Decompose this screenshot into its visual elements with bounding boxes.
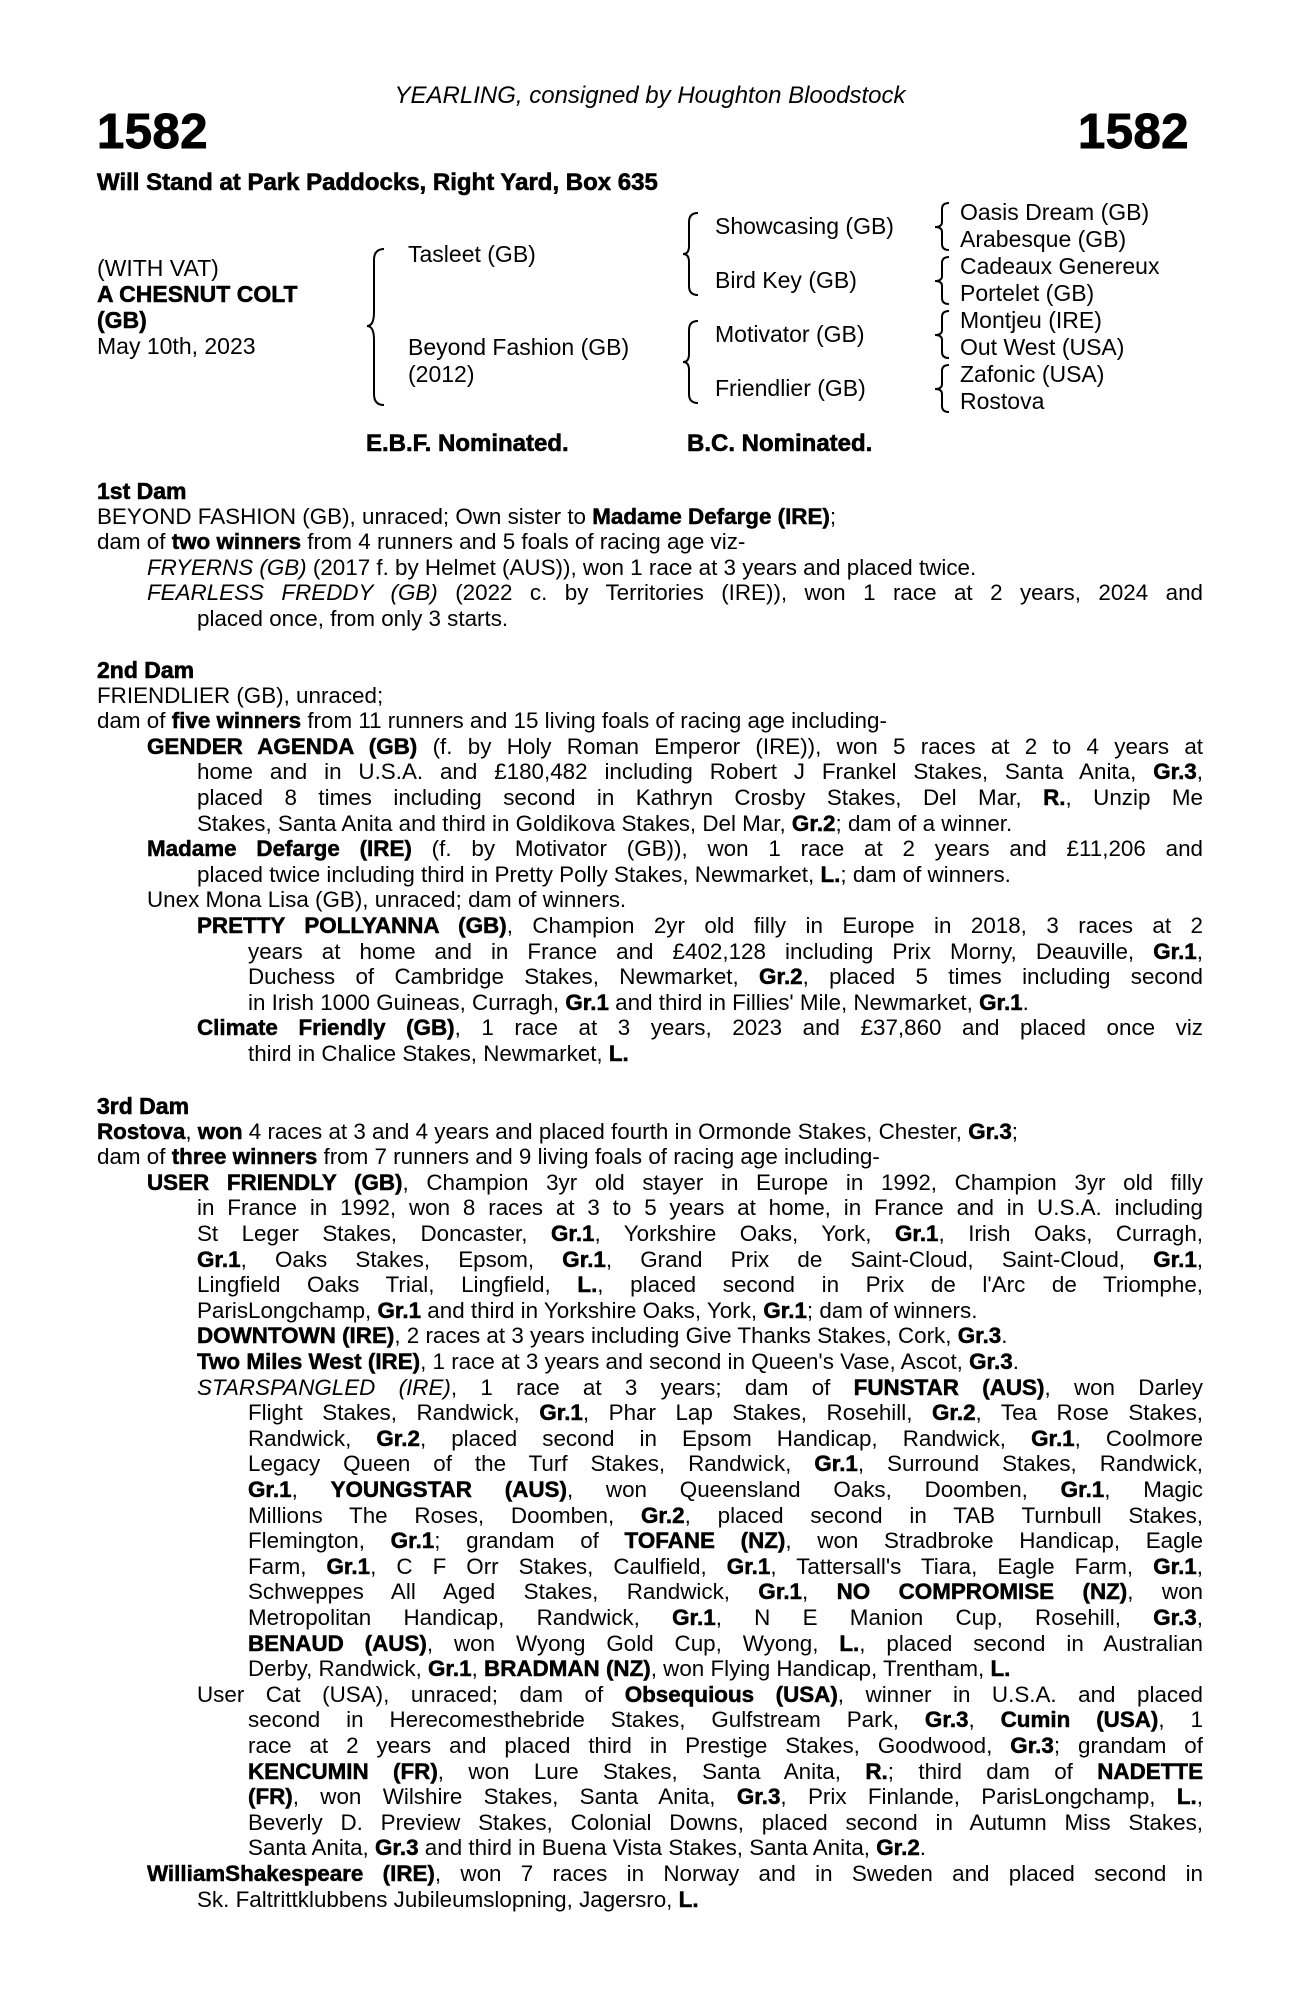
text: , Coolmore	[1074, 1425, 1203, 1451]
bold-text: NO COMPROMISE (NZ)	[836, 1579, 1128, 1605]
text: , Yorkshire Oaks, York,	[594, 1221, 895, 1246]
text: , won Stradbroke Handicap, Eagle	[785, 1528, 1203, 1554]
pedigree-bracket-dam	[680, 318, 702, 408]
text: Santa Anita,	[248, 1835, 375, 1861]
bold-text: NADETTE	[1097, 1758, 1203, 1784]
text: Sk. Faltrittklubbens Jubileumslopning, Jagersro,	[197, 1886, 679, 1912]
bold-text: L.	[820, 861, 841, 887]
bold-text: Gr.1	[1153, 1246, 1197, 1272]
pedigree-text-line	[197, 1247, 1203, 1273]
bold-text: three winners	[171, 1144, 318, 1170]
text: , Surround Stakes, Randwick,	[857, 1451, 1203, 1477]
pedigree-text-line	[97, 708, 887, 734]
pedigree-text-line	[197, 759, 1203, 785]
text: ,	[471, 1656, 485, 1682]
text: , won Darley	[1044, 1374, 1203, 1400]
text: (2017 f. by Helmet (AUS)), won 1 race at 3 years and placed twice.	[306, 554, 977, 580]
text: , Tea Rose Stakes,	[975, 1400, 1203, 1426]
bold-text: Gr.1	[1060, 1477, 1105, 1502]
text: and third in Yorkshire Oaks, York,	[421, 1297, 764, 1323]
bold-text: Gr.1	[672, 1605, 716, 1630]
pedigree-text-line	[147, 1170, 1203, 1196]
pedigree-text-line	[248, 1554, 1203, 1580]
bold-text: KENCUMIN (FR)	[248, 1758, 438, 1784]
text: , 1 race at 3 years; dam of	[450, 1374, 854, 1400]
pedigree-text-line	[248, 1041, 629, 1067]
text: .	[1001, 1323, 1008, 1349]
pedigree-gen3: Cadeaux Genereux	[960, 253, 1160, 279]
bold-text: Gr.1	[814, 1451, 858, 1477]
pedigree-text-line	[147, 555, 976, 581]
text: ,	[1196, 1605, 1203, 1630]
text: St Leger Stakes, Doncaster,	[197, 1221, 551, 1246]
pedigree-dam-year: (2012)	[408, 361, 475, 387]
pedigree-text-line	[248, 1503, 1203, 1529]
vat-note: (WITH VAT)	[97, 255, 219, 281]
pedigree-gen3: Rostova	[960, 388, 1045, 414]
text: ; dam of winners.	[806, 1297, 978, 1323]
bold-text: two winners	[171, 529, 302, 555]
text: User Cat (USA), unraced; dam of	[197, 1681, 625, 1707]
text: ,	[802, 1579, 837, 1605]
bold-text: L.	[678, 1886, 699, 1912]
text: BEYOND FASHION (GB), unraced; Own sister to	[97, 503, 593, 529]
bold-text: Gr.3	[1153, 759, 1197, 785]
text: , placed second in TAB Turnbull Stakes,	[684, 1502, 1203, 1528]
text: dam of	[97, 529, 172, 555]
pedigree-text-line	[197, 1298, 977, 1324]
bold-text: Gr.1	[894, 1221, 939, 1246]
text: ,	[1196, 938, 1203, 964]
pedigree-text-line	[147, 734, 1203, 760]
bold-text: L.	[990, 1656, 1011, 1682]
consignment-subtitle: YEARLING, consigned by Houghton Bloodstock	[394, 82, 906, 109]
pedigree-bracket-main	[364, 246, 388, 408]
bold-text: DOWNTOWN (IRE)	[197, 1323, 395, 1349]
bold-text: Gr.2	[641, 1502, 685, 1528]
italic-text: FEARLESS FREDDY (GB)	[147, 580, 438, 606]
pedigree-text-line	[248, 1759, 1203, 1785]
pedigree-text-line	[248, 1477, 1203, 1503]
bold-text: Madame Defarge (IRE)	[147, 836, 412, 862]
text: ; third dam of	[887, 1758, 1098, 1784]
text: , won 7 races in Norway and in Sweden and placed second in	[434, 1861, 1203, 1886]
pedigree-sire: Tasleet (GB)	[408, 241, 536, 267]
pedigree-text-line	[197, 606, 508, 632]
pedigree-text-line	[197, 862, 1011, 888]
pedigree-text-line	[197, 1221, 1203, 1247]
pedigree-text-line	[147, 1861, 1203, 1887]
pedigree-gen3: Arabesque (GB)	[960, 226, 1127, 252]
text: Flight Stakes, Randwick,	[248, 1400, 540, 1426]
pedigree-bracket-g3	[931, 309, 953, 361]
bold-text: BRADMAN (NZ)	[484, 1656, 651, 1682]
pedigree-text-line	[147, 580, 1203, 606]
text: , C F Orr Stakes, Caulfield,	[370, 1553, 727, 1579]
text: dam of	[97, 708, 172, 734]
italic-text: FRYERNS (GB)	[147, 554, 307, 580]
bold-text: Gr.3	[1153, 1605, 1197, 1630]
text: Derby, Randwick,	[248, 1656, 429, 1682]
section-heading: 1st Dam	[97, 478, 187, 504]
pedigree-text-line	[97, 1144, 880, 1170]
bold-text: FUNSTAR (AUS)	[853, 1374, 1045, 1400]
text: ,	[1196, 1246, 1203, 1272]
text: , N E Manion Cup, Rosehill,	[715, 1605, 1154, 1630]
section-heading: 3rd Dam	[97, 1093, 190, 1119]
text: 4 races at 3 and 4 years and placed fourth in Ormonde Stakes, Chester,	[242, 1118, 969, 1144]
pedigree-dam-sire: Motivator (GB)	[715, 321, 865, 347]
pedigree-text-line	[248, 1733, 1203, 1759]
bold-text: Gr.3	[924, 1707, 969, 1733]
text: Beverly D. Preview Stakes, Colonial Downs, placed second in Autumn Miss Stakes,	[248, 1809, 1203, 1835]
bold-text: Gr.1	[726, 1553, 771, 1579]
bold-text: Gr.3	[736, 1784, 781, 1810]
bold-text: USER FRIENDLY (GB)	[147, 1169, 403, 1195]
text: Farm,	[248, 1553, 327, 1579]
pedigree-text-line	[248, 1579, 1203, 1605]
text: .	[919, 1835, 927, 1861]
pedigree-gen3: Out West (USA)	[960, 334, 1125, 360]
pedigree-gen3: Oasis Dream (GB)	[960, 199, 1150, 225]
bold-text: L.	[1176, 1784, 1197, 1810]
pedigree-text-line	[248, 1605, 1203, 1631]
pedigree-text-line	[197, 1015, 1203, 1041]
bold-text: Gr.1	[248, 1477, 292, 1502]
text: in Irish 1000 Guineas, Curragh,	[248, 989, 566, 1015]
bold-text: GENDER AGENDA (GB)	[147, 733, 418, 759]
pedigree-text-line	[197, 811, 1012, 837]
pedigree-text-line	[97, 683, 383, 709]
bold-text: Gr.1	[428, 1656, 472, 1682]
bc-nominated: B.C. Nominated.	[687, 430, 873, 457]
text: ,	[185, 1118, 198, 1144]
pedigree-text-line	[197, 1272, 1203, 1298]
bold-text: Gr.1	[758, 1579, 802, 1605]
text: placed 8 times including second in Kathryn Crosby Stakes, Del Mar,	[197, 785, 1044, 810]
text: Millions The Roses, Doomben,	[248, 1502, 642, 1528]
text: and third in Fillies' Mile, Newmarket,	[608, 989, 980, 1015]
bold-text: Gr.1	[979, 989, 1023, 1015]
pedigree-text-line	[248, 1528, 1203, 1554]
bold-text: R.	[865, 1758, 888, 1784]
pedigree-bracket-g4	[931, 363, 953, 415]
lot-number-right: 1582	[1077, 105, 1189, 159]
bold-text: L.	[577, 1272, 598, 1298]
text: and third in Buena Vista Stakes, Santa Anita,	[418, 1835, 877, 1861]
lot-description: A CHESNUT COLT	[97, 281, 298, 307]
text: .	[1022, 989, 1029, 1015]
text: , placed second in Epsom Handicap, Randwick,	[419, 1425, 1032, 1451]
pedigree-gen3: Montjeu (IRE)	[960, 307, 1102, 333]
bold-text: Gr.3	[374, 1835, 419, 1861]
text: home and in U.S.A. and £180,482 including Robert J Frankel Stakes, Santa Anita,	[197, 759, 1154, 785]
text: (f. by Holy Roman Emperor (IRE)), won 5 races at 2 to 4 years at	[417, 733, 1203, 759]
bold-text: Gr.1	[550, 1221, 595, 1246]
bold-text: Gr.1	[1153, 1553, 1197, 1579]
text: FRIENDLIER (GB), unraced;	[97, 682, 384, 708]
text: , Magic	[1104, 1477, 1203, 1502]
text: third in Chalice Stakes, Newmarket,	[248, 1041, 609, 1066]
bold-text: Two Miles West (IRE)	[197, 1349, 421, 1374]
text: , Tattersall's Tiara, Eagle Farm,	[770, 1553, 1154, 1579]
pedigree-text-line	[248, 1656, 1010, 1682]
pedigree-gen3: Zafonic (USA)	[960, 361, 1105, 387]
bold-text: R.	[1043, 785, 1066, 810]
bold-text: L.	[608, 1041, 629, 1066]
pedigree-dam-dam: Friendlier (GB)	[715, 375, 866, 401]
text: , 1 race at 3 years, 2023 and £37,860 and placed once viz	[454, 1015, 1203, 1041]
text: ; grandam of	[434, 1528, 625, 1554]
text: Duchess of Cambridge Stakes, Newmarket,	[248, 964, 760, 990]
pedigree-text-line	[197, 1195, 1203, 1221]
text: race at 2 years and placed third in Prestige Stakes, Goodwood,	[248, 1733, 1011, 1758]
text: , won Wyong Gold Cup, Wyong,	[426, 1630, 840, 1656]
pedigree-dam: Beyond Fashion (GB)	[408, 334, 630, 360]
pedigree-sire-sire: Showcasing (GB)	[715, 213, 894, 239]
pedigree-text-line	[197, 1887, 699, 1913]
text: Legacy Queen of the Turf Stakes, Randwick,	[248, 1451, 815, 1477]
pedigree-bracket-sire	[680, 210, 702, 300]
pedigree-text-line	[248, 990, 1029, 1016]
text: , Irish Oaks, Curragh,	[938, 1221, 1203, 1246]
pedigree-text-line	[248, 1810, 1203, 1836]
bold-text: Gr.2	[759, 964, 803, 990]
text: , 1 race at 3 years and second in Queen's Vase, Ascot,	[420, 1349, 970, 1374]
text: second in Herecomesthebride Stakes, Gulfstream Park,	[248, 1707, 925, 1733]
pedigree-text-line	[197, 1375, 1203, 1401]
bold-text: Gr.2	[791, 810, 836, 836]
lot-description-country: (GB)	[97, 307, 147, 333]
text: from 4 runners and 5 foals of racing age viz-	[301, 529, 746, 555]
pedigree-text-line	[97, 1119, 1018, 1145]
text: , won	[1127, 1579, 1203, 1605]
text: (f. by Motivator (GB)), won 1 race at 2 years and £11,206 and	[411, 836, 1203, 862]
bold-text: Gr.1	[562, 1246, 606, 1272]
pedigree-sire-dam: Bird Key (GB)	[715, 267, 857, 293]
text: ParisLongchamp,	[197, 1297, 378, 1323]
bold-text: Gr.3	[968, 1118, 1012, 1144]
text: , placed second in Australian	[859, 1630, 1203, 1656]
text: , winner in U.S.A. and placed	[837, 1681, 1203, 1707]
text: Lingfield Oaks Trial, Lingfield,	[197, 1272, 578, 1298]
text: ,	[1196, 1784, 1203, 1810]
text: ,	[1196, 759, 1203, 785]
bold-text: five winners	[171, 708, 302, 734]
text: , Oaks Stakes, Epsom,	[240, 1246, 563, 1272]
pedigree-text-line	[248, 1835, 926, 1861]
text: , Phar Lap Stakes, Rosehill,	[582, 1400, 932, 1426]
bold-text: (FR)	[248, 1784, 293, 1810]
bold-text: Gr.1	[763, 1297, 807, 1323]
pedigree-text-line	[197, 1323, 1008, 1349]
bold-text: won	[197, 1118, 243, 1144]
text: Metropolitan Handicap, Randwick,	[248, 1605, 673, 1630]
text: ; dam of a winner.	[835, 810, 1013, 836]
text: , placed 5 times including second	[802, 964, 1203, 990]
bold-text: Rostova	[97, 1118, 186, 1144]
text: , Prix Finlande, ParisLongchamp,	[780, 1784, 1177, 1810]
text: , Champion 3yr old stayer in Europe in 1992, Champion 3yr old filly	[402, 1169, 1203, 1195]
bold-text: Gr.3	[969, 1349, 1013, 1374]
text: Unex Mona Lisa (GB), unraced; dam of winners.	[147, 887, 627, 913]
text: , 2 races at 3 years including Give Thanks Stakes, Cork,	[394, 1323, 958, 1349]
bold-text: Obsequious (USA)	[624, 1681, 838, 1707]
pedigree-text-line	[97, 529, 745, 555]
text: ,	[291, 1477, 331, 1502]
bold-text: Climate Friendly (GB)	[197, 1015, 455, 1041]
text: ;	[829, 503, 837, 529]
bold-text: Gr.1	[1031, 1425, 1075, 1451]
pedigree-text-line	[147, 836, 1203, 862]
pedigree-text-line	[97, 504, 836, 530]
bold-text: BENAUD (AUS)	[248, 1630, 427, 1656]
stand-location: Will Stand at Park Paddocks, Right Yard, Box 635	[97, 169, 658, 196]
text: placed twice including third in Pretty Polly Stakes, Newmarket,	[197, 861, 821, 887]
text: (2022 c. by Territories (IRE)), won 1 race at 2 years, 2024 and	[437, 580, 1203, 606]
bold-text: WilliamShakespeare (IRE)	[147, 1861, 435, 1886]
text: ,	[968, 1707, 1001, 1733]
text: Randwick,	[248, 1425, 377, 1451]
text: , placed second in Prix de l'Arc de Triomphe,	[597, 1272, 1203, 1298]
pedigree-text-line	[248, 1707, 1203, 1733]
pedigree-text-line	[248, 1451, 1203, 1477]
text: , Champion 2yr old filly in Europe in 2018, 3 races at 2	[506, 913, 1203, 938]
bold-text: Gr.1	[197, 1246, 241, 1272]
text: Schweppes All Aged Stakes, Randwick,	[248, 1579, 759, 1605]
text: , Unzip Me	[1065, 785, 1203, 810]
text: ,	[1196, 1553, 1203, 1579]
bold-text: Gr.1	[1153, 938, 1197, 964]
lot-number-left: 1582	[97, 105, 209, 159]
pedigree-gen3: Portelet (GB)	[960, 280, 1095, 306]
bold-text: Gr.1	[539, 1400, 583, 1426]
pedigree-text-line	[197, 1349, 1019, 1375]
text: , won Lure Stakes, Santa Anita,	[437, 1758, 866, 1784]
text: , won Wilshire Stakes, Santa Anita,	[292, 1784, 737, 1810]
bold-text: TOFANE (NZ)	[624, 1528, 786, 1554]
bold-text: Gr.1	[390, 1528, 435, 1554]
bold-text: Gr.2	[376, 1425, 420, 1451]
foaling-date: May 10th, 2023	[97, 333, 256, 359]
text: from 7 runners and 9 living foals of racing age including-	[317, 1144, 880, 1170]
pedigree-text-line	[248, 1426, 1203, 1452]
pedigree-text-line	[197, 913, 1203, 939]
bold-text: Gr.3	[1010, 1733, 1054, 1758]
bold-text: Gr.1	[326, 1553, 371, 1579]
bold-text: Madame Defarge (IRE)	[592, 503, 830, 529]
pedigree-text-line	[147, 887, 626, 913]
bold-text: PRETTY POLLYANNA (GB)	[197, 913, 507, 938]
pedigree-text-line	[248, 964, 1203, 990]
text: placed once, from only 3 starts.	[197, 606, 509, 631]
pedigree-text-line	[248, 1631, 1203, 1657]
bold-text: L.	[839, 1630, 860, 1656]
bold-text: Cumin (USA)	[1000, 1707, 1159, 1733]
text: ; grandam of	[1053, 1733, 1203, 1758]
pedigree-bracket-g2	[931, 255, 953, 307]
section-heading: 2nd Dam	[97, 657, 195, 683]
pedigree-text-line	[248, 1784, 1203, 1810]
text: , 1	[1158, 1707, 1203, 1733]
pedigree-text-line	[248, 939, 1203, 965]
pedigree-text-line	[248, 1400, 1203, 1426]
text: , Grand Prix de Saint-Cloud, Saint-Cloud,	[605, 1246, 1154, 1272]
text: years at home and in France and £402,128 including Prix Morny, Deauville,	[248, 938, 1154, 964]
bold-text: Gr.2	[931, 1400, 976, 1426]
pedigree-text-line	[197, 1682, 1203, 1708]
text: from 11 runners and 15 living foals of racing age including-	[301, 708, 887, 734]
text: , won Queensland Oaks, Doomben,	[566, 1477, 1061, 1502]
text: Flemington,	[248, 1528, 391, 1554]
italic-text: STARSPANGLED (IRE)	[197, 1374, 451, 1400]
bold-text: Gr.3	[957, 1323, 1002, 1349]
text: in France in 1992, won 8 races at 3 to 5 years at home, in France and in U.S.A. including	[197, 1195, 1203, 1221]
bold-text: Gr.1	[565, 989, 609, 1015]
text: , won Flying Handicap, Trentham,	[650, 1656, 991, 1682]
text: Stakes, Santa Anita and third in Goldikova Stakes, Del Mar,	[197, 810, 792, 836]
bold-text: Gr.1	[377, 1297, 422, 1323]
pedigree-text-line	[197, 785, 1203, 811]
ebf-nominated: E.B.F. Nominated.	[366, 430, 569, 457]
pedigree-bracket-g1	[931, 201, 953, 253]
text: dam of	[97, 1144, 172, 1170]
text: ; dam of winners.	[840, 861, 1011, 887]
bold-text: Gr.2	[876, 1835, 920, 1861]
text: ;	[1011, 1118, 1019, 1144]
bold-text: YOUNGSTAR (AUS)	[330, 1477, 567, 1502]
text: .	[1012, 1349, 1019, 1374]
